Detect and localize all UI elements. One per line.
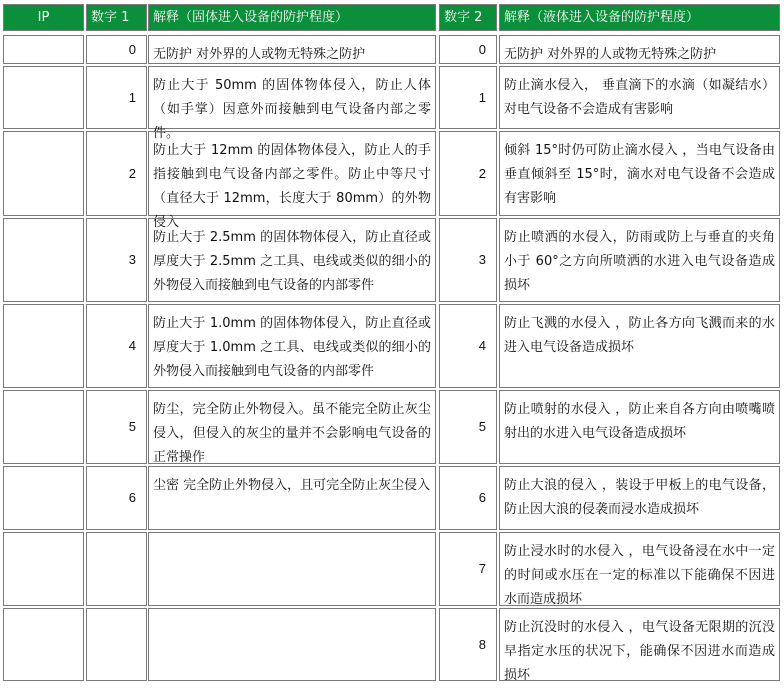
ip-cell	[3, 131, 84, 216]
digit-2-cell: 5	[439, 390, 497, 464]
ip-cell	[3, 218, 84, 302]
digit-2-cell: 6	[439, 466, 497, 530]
header-digit-2: 数字 2	[439, 4, 497, 31]
ip-cell	[3, 66, 84, 129]
ip-cell	[3, 304, 84, 388]
solid-desc-cell	[148, 532, 436, 606]
digit-1-cell: 1	[86, 66, 147, 129]
digit-1-cell: 2	[86, 131, 147, 216]
liquid-desc-cell: 防止滴水侵入， 垂直滴下的水滴（如凝结水）对电气设备不会造成有害影响	[499, 66, 780, 129]
liquid-desc-cell: 倾斜 15°时仍可防止滴水侵入 ，当电气设备由垂直倾斜至 15°时，滴水对电气设备不会造成有害影响	[499, 131, 780, 216]
solid-desc-cell	[148, 608, 436, 681]
ip-cell	[3, 608, 84, 681]
digit-1-cell	[86, 532, 147, 606]
ip-cell	[3, 532, 84, 606]
header-solid-protection: 解释（固体进入设备的防护程度）	[148, 4, 436, 31]
ip-cell	[3, 390, 84, 464]
liquid-desc-cell: 防止喷洒的水侵入，防雨或防上与垂直的夹角小于 60°之方向所喷洒的水进入电气设备造成损坏	[499, 218, 780, 302]
solid-desc-cell: 防止大于 12mm 的固体物体侵入，防止人的手指接触到电气设备内部之零件。防止中等尺寸（直径大于 12mm，长度大于 80mm）的外物侵入	[148, 131, 436, 216]
liquid-desc-cell: 防止浸水时的水侵入 ，电气设备浸在水中一定的时间或水压在一定的标准以下能确保不因进水而造成损坏	[499, 532, 780, 606]
digit-1-cell: 0	[86, 35, 147, 64]
liquid-desc-cell: 防止喷射的水侵入 ，防止来自各方向由喷嘴喷射出的水进入电气设备造成损坏	[499, 390, 780, 464]
header-ip: IP	[3, 4, 84, 31]
digit-2-cell: 3	[439, 218, 497, 302]
liquid-desc-cell: 防止沉没时的水侵入 ，电气设备无限期的沉没早指定水压的状况下，能确保不因进水而造成损坏	[499, 608, 780, 681]
solid-desc-cell: 防尘，完全防止外物侵入。虽不能完全防止灰尘侵入，但侵入的灰尘的量并不会影响电气设备的正常操作	[148, 390, 436, 464]
liquid-desc-cell: 防止大浪的侵入 ，装设于甲板上的电气设备，防止因大浪的侵袭而浸水造成损坏	[499, 466, 780, 530]
digit-2-cell: 0	[439, 35, 497, 64]
header-liquid-protection: 解释（液体进入设备的防护程度）	[499, 4, 780, 31]
digit-1-cell: 6	[86, 466, 147, 530]
digit-1-cell	[86, 608, 147, 681]
solid-desc-cell: 防止大于 1.0mm 的固体物体侵入，防止直径或厚度大于 1.0mm 之工具、电线或类似的细小的外物侵入而接触到电气设备的内部零件	[148, 304, 436, 388]
digit-2-cell: 2	[439, 131, 497, 216]
ip-cell	[3, 35, 84, 64]
digit-2-cell: 1	[439, 66, 497, 129]
digit-1-cell: 3	[86, 218, 147, 302]
solid-desc-cell: 无防护 对外界的人或物无特殊之防护	[148, 35, 436, 64]
ip-cell	[3, 466, 84, 530]
header-digit-1: 数字 1	[86, 4, 147, 31]
digit-1-cell: 5	[86, 390, 147, 464]
solid-desc-cell: 防止大于 50mm 的固体物体侵入，防止人体（如手掌）因意外而接触到电气设备内部之零件。	[148, 66, 436, 129]
liquid-desc-cell: 防止飞溅的水侵入 ，防止各方向飞溅而来的水进入电气设备造成损坏	[499, 304, 780, 388]
digit-2-cell: 8	[439, 608, 497, 681]
digit-1-cell: 4	[86, 304, 147, 388]
digit-2-cell: 7	[439, 532, 497, 606]
digit-2-cell: 4	[439, 304, 497, 388]
solid-desc-cell: 防止大于 2.5mm 的固体物体侵入，防止直径或厚度大于 2.5mm 之工具、电线或类似的细小的外物侵入而接触到电气设备的内部零件	[148, 218, 436, 302]
liquid-desc-cell: 无防护 对外界的人或物无特殊之防护	[499, 35, 780, 64]
solid-desc-cell: 尘密 完全防止外物侵入，且可完全防止灰尘侵入	[148, 466, 436, 530]
